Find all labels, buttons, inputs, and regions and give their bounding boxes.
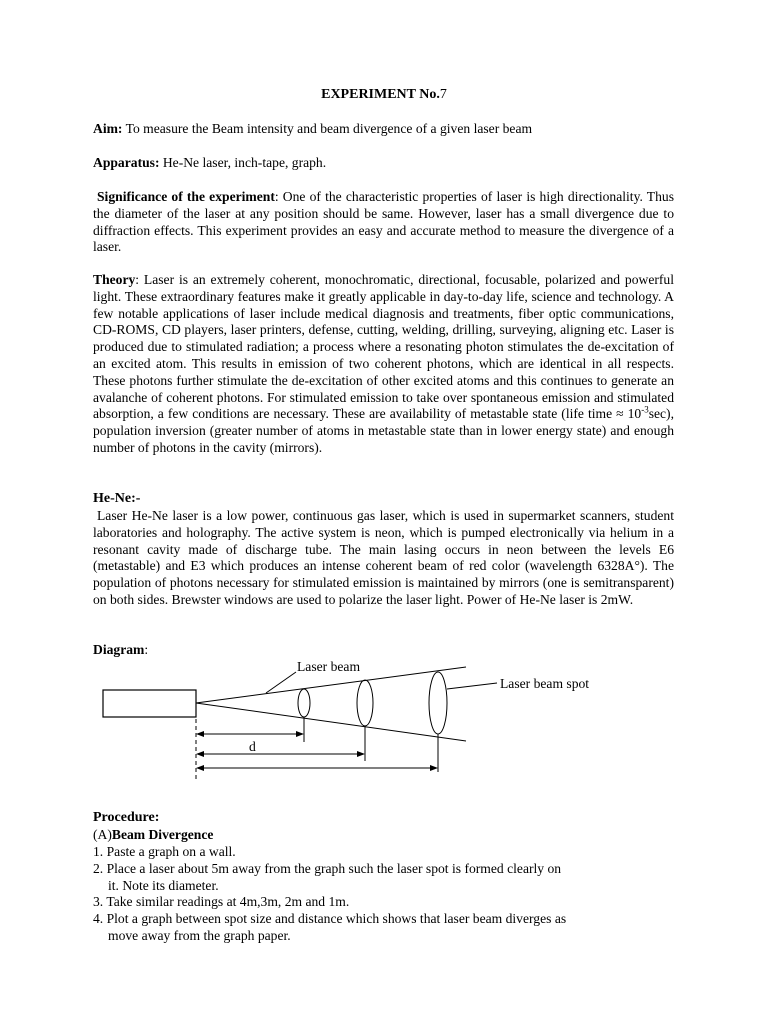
arrowhead xyxy=(196,765,204,771)
procedure-subheading xyxy=(93,827,674,844)
aim-text: To measure the Beam intensity and beam divergence of a given laser beam xyxy=(122,121,533,136)
arrowhead xyxy=(196,751,204,757)
procedure-step-continuation: it. Note its diameter. xyxy=(108,877,219,893)
procedure-step: 2. Place a laser about 5m away from the graph such the laser spot is formed clearly on xyxy=(93,860,562,876)
diagram-label: Diagram xyxy=(93,642,145,657)
laser-beam-spot-leader xyxy=(447,683,497,689)
arrowhead xyxy=(196,731,204,737)
subheading-prefix: (A) xyxy=(93,827,112,842)
title-number: 7 xyxy=(439,87,447,102)
laser-divergence-diagram xyxy=(0,650,768,780)
apparatus-paragraph xyxy=(93,155,674,172)
beam-spot-small xyxy=(298,689,310,717)
apparatus-label: Apparatus: xyxy=(93,155,160,170)
title-text: EXPERIMENT No. xyxy=(321,87,440,102)
laser-source-box xyxy=(103,690,196,717)
hene-heading: He-Ne:- xyxy=(93,491,141,506)
hene-paragraph xyxy=(93,508,674,609)
theory-paragraph xyxy=(93,272,674,457)
procedure-step: 3. Take similar readings at 4m,3m, 2m and 1m. xyxy=(93,894,350,910)
significance-text: : One of the characteristic properties of laser is high directionality. Thus the diameter of the laser at any position should be same. However, laser has a small divergence due to diffraction effects. This experiment provides an easy and accurate method to measure the divergence of a laser. xyxy=(93,189,674,255)
theory-text-after: sec), population inversion (greater number of atoms in metastable state than in lower energy state) and enough number of photons in the cavity (mirrors). xyxy=(93,406,674,455)
apparatus-text: He-Ne laser, inch-tape, graph. xyxy=(159,155,327,170)
procedure-steps xyxy=(93,844,683,945)
beam-spot-medium xyxy=(357,680,373,726)
page-title xyxy=(0,87,768,104)
arrowhead xyxy=(296,731,304,737)
beam-spot-large xyxy=(429,672,447,734)
procedure-step: 1. Paste a graph on a wall. xyxy=(93,844,236,859)
laser-beam-spot-label: Laser beam spot xyxy=(500,676,590,691)
hene-text: Laser He-Ne laser is a low power, continuous gas laser, which is used in supermarket scanners, student laboratories and holography. The active system is neon, which is pumped electronically via helium in a resonant cavity made of discharge tube. The main lasing occurs in neon between the levels E6 (metastable) and E3 which produces an intense coherent beam of red color (wavelength 6328A°). The population of photons necessary for stimulated emission is maintained by mirrors (one is semitransparent) on both sides. Brewster windows are used to polarize the laser light. Power of He-Ne laser is 2mW. xyxy=(93,508,674,607)
significance-label: Significance of the experiment xyxy=(97,189,275,204)
arrowhead xyxy=(430,765,438,771)
arrowhead xyxy=(357,751,365,757)
significance-paragraph xyxy=(93,189,674,256)
distance-label: d xyxy=(249,739,256,754)
procedure-heading: Procedure: xyxy=(93,810,160,825)
aim-paragraph xyxy=(93,121,674,138)
laser-beam-label: Laser beam xyxy=(297,659,361,674)
subheading-text: Beam Divergence xyxy=(111,827,214,842)
theory-label: Theory xyxy=(93,272,136,287)
aim-label: Aim: xyxy=(93,121,123,136)
procedure-step: 4. Plot a graph between spot size and distance which shows that laser beam diverges as xyxy=(93,911,567,927)
procedure-step-continuation: move away from the graph paper. xyxy=(108,927,291,943)
theory-exponent: -3 xyxy=(641,404,649,415)
beam-lower-edge xyxy=(196,703,466,741)
theory-text: : Laser is an extremely coherent, monochromatic, directional, focusable, polarized and powerful light. These extraordinary features make it greatly applicable in day-to-day life, science and technology. A few notable applications of laser include medical diagnosis and treatments, fiber optic communications, CD-ROMS, CD players, laser printers, defense, cutting, welding, drilling, surveying, aligning etc. Laser is produced due to stimulated radiation; a process where a resonating photon stimulates the de-excitation of an excited atom. This results in emission of two coherent photons, which are identical in all respects. These photons further stimulate the de-excitation of other excited atoms and this continues to generate an avalanche of coherent photons. For stimulated emission to take over spontaneous emission and stimulated absorption, a few conditions are necessary. These are availability of metastable state (life time ≈ 10 xyxy=(93,272,674,422)
diagram-colon: : xyxy=(144,642,149,657)
